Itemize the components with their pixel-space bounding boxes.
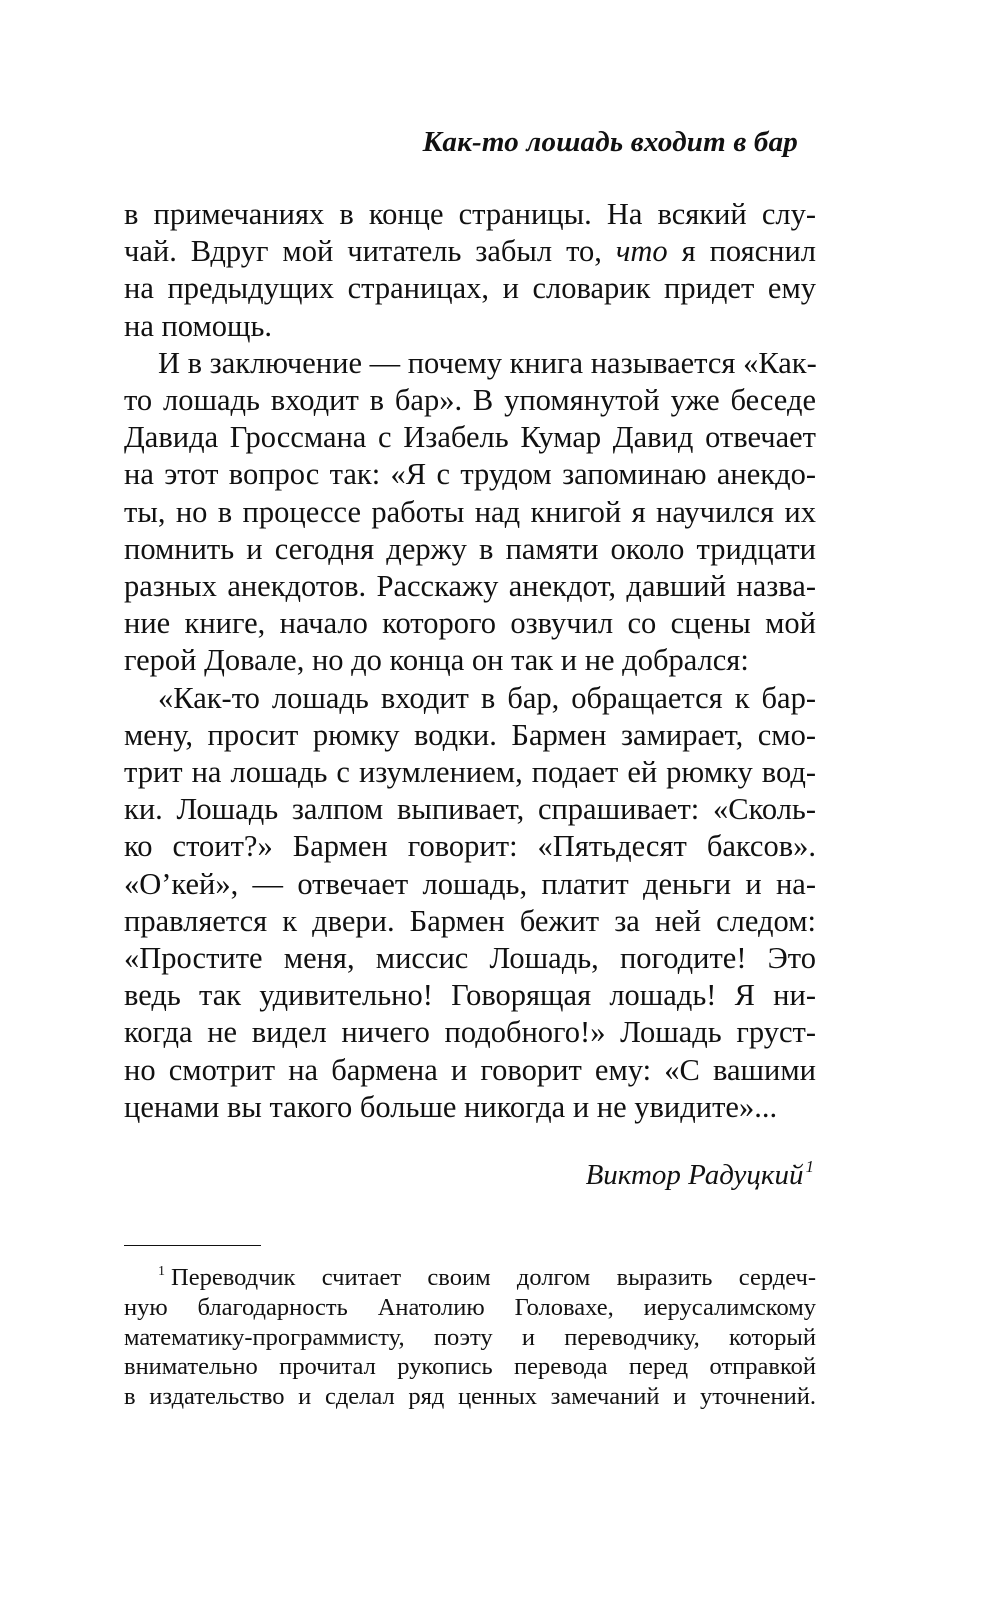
text-line: разных анекдотов. Расскажу анекдот, давший назва- [124,569,816,604]
footnote [124,1257,816,1412]
text-line: но смотрит на бармена и говорит ему: «С вашими [124,1052,816,1087]
text-line: Давида Гроссмана с Изабель Кумар Давид отвечает [124,420,816,455]
main-text [124,196,816,1126]
text-line: герой Довале, но до конца он так и не добрался: [124,643,749,678]
footnote-line: математику-программисту, поэту и переводчику, который [124,1323,816,1351]
text-line: мену, просит рюмку водки. Бармен замирает, смо- [124,717,816,752]
text-line: ведь так удивительно! Говорящая лошадь! Я ни- [124,978,816,1013]
text-line: ценами вы такого больше никогда и не увидите»... [124,1089,778,1124]
footnote-line: $^1$ Переводчик считает своим долгом выразить сердеч- [158,1264,816,1291]
text-line: когда не видел ничего подобного!» Лошадь груст- [124,1015,816,1050]
footnote-line: внимательно прочитал рукопись перевода перед отправкой [124,1353,816,1381]
text-line: помнить и сегодня держу в памяти около тридцати [124,531,816,566]
text-line: на помощь. [124,308,273,343]
footnote-mark: 1 [158,1264,165,1279]
text-line: на предыдущих страницах, и словарик придет ему [124,271,816,306]
text-line: ки. Лошадь залпом выпивает, спрашивает: «Сколь- [124,792,816,827]
text-line: «Как-то лошадь входит в бар, обращается к бар- [158,680,816,715]
text-line: то лошадь входит в бар». В упомянутой уже беседе [124,383,816,418]
text-line: И в заключение — почему книга называется «Как- [158,345,817,380]
text-line: правляется к двери. Бармен бежит за ней следом: [124,903,816,938]
text-line: чай. Вдруг мой читатель забыл то, что я пояснил [124,234,817,269]
running-head: Как-то лошадь входит в бар [422,126,798,158]
text-line: ты, но в процессе работы над книгой я научился их [124,494,816,529]
footnote-reference: 1 [805,1157,814,1176]
text-line: ние книге, начало которого озвучил со сцены мой [124,606,816,641]
text-line: трит на лошадь с изумлением, подает ей рюмку вод- [124,755,816,790]
footnote-line: ную благодарность Анатолию Головахе, иерусалимскому [124,1293,816,1321]
text-line: на этот вопрос так: «Я с трудом запоминаю анекдо- [124,457,816,492]
emphasis-word: что [615,234,668,269]
author-signature [586,1157,814,1192]
footnote-divider [124,1245,261,1246]
text-line: в примечаниях в конце страницы. На всякий слу- [124,197,816,231]
text-line: ко стоит?» Бармен говорит: «Пятьдесят баксов». [124,829,816,864]
text-line: «Простите меня, миссис Лошадь, погодите! Это [124,941,816,976]
footnote-line: в издательство и сделал ряд ценных замечаний и уточнений. [124,1383,816,1411]
text-line: «О’кей», — отвечает лошадь, платит деньги и на- [124,866,816,901]
signature-name: Виктор Радуцкий [585,1159,804,1191]
